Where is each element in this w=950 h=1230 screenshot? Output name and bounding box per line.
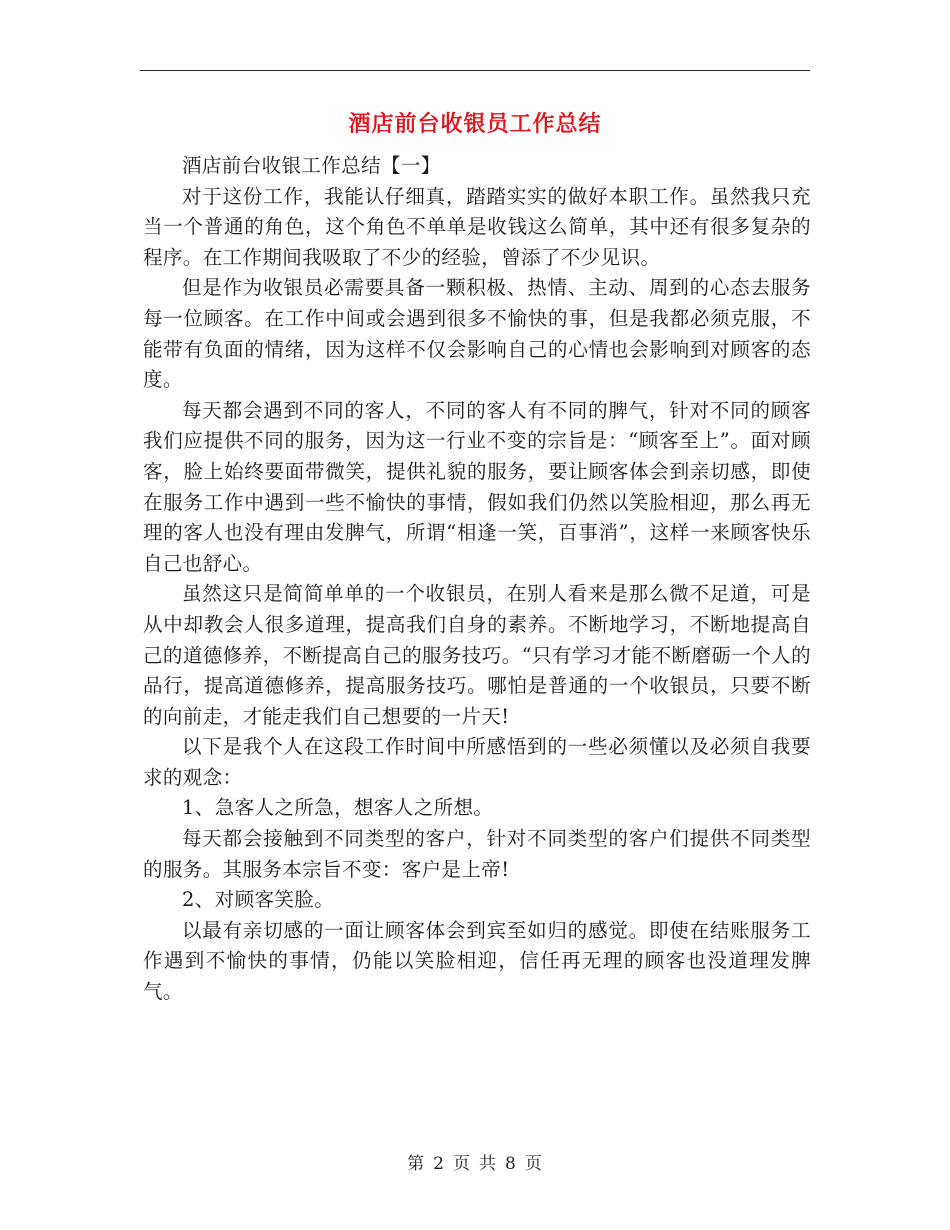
total-pages: 8 xyxy=(505,1154,517,1174)
header-rule xyxy=(140,70,810,71)
page-prefix: 第 xyxy=(407,1154,426,1174)
paragraph: 以下是我个人在这段工作时间中所感悟到的一些必须懂以及必须自我要求的观念： xyxy=(143,735,811,789)
page-unit: 页 xyxy=(453,1154,471,1174)
paragraph: 虽然这只是简简单单的一个收银员，在别人看来是那么微不足道，可是从中却教会人很多道理，提高我们自身的素养。不断地学习，不断地提高自己的道德修养，不断提高自己的服务技巧。“只有学习才能不断磨砺一个人的品行，提高道德修养，提高服务技巧。哪怕是普通的一个收银员，只要不断的向前走，才能走我们自己想要的一片天! xyxy=(143,582,811,728)
paragraph: 以最有亲切感的一面让顾客体会到宾至如归的感觉。即使在结账服务工作遇到不愉快的事情，仍能以笑脸相迎，信任再无理的顾客也没道理发脾气。 xyxy=(143,918,811,1004)
section-heading: 酒店前台收银工作总结【一】 xyxy=(182,154,441,177)
paragraph: 但是作为收银员必需要具备一颗积极、热情、主动、周到的心态去服务每一位顾客。在工作中间或会遇到很多不愉快的事，但是我都必须克服，不能带有负面的情绪，因为这样不仅会影响自己的心情也会影响到对顾客的态度。 xyxy=(143,276,811,392)
list-item-heading: 1、急客人之所急，想客人之所想。 xyxy=(182,796,494,820)
document-title: 酒店前台收银员工作总结 xyxy=(348,111,602,137)
page-footer xyxy=(0,1152,950,1176)
total-prefix: 共 xyxy=(479,1154,497,1174)
paragraph: 每天都会遇到不同的客人，不同的客人有不同的脾气，针对不同的顾客我们应提供不同的服务，因为这一行业不变的宗旨是：“顾客至上”。面对顾客，脸上始终要面带微笑，提供礼貌的服务，要让顾客体会到亲切感，即使在服务工作中遇到一些不愉快的事情，假如我们仍然以笑脸相迎，那么再无理的客人也没有理由发脾气，所谓“相逢一笑，百事消”，这样一来顾客快乐自己也舒心。 xyxy=(143,398,811,575)
paragraph: 对于这份工作，我能认仔细真，踏踏实实的做好本职工作。虽然我只充当一个普通的角色，这个角色不单单是收钱这么简单，其中还有很多复杂的程序。在工作期间我吸取了不少的经验，曾添了不少见识。 xyxy=(143,184,811,269)
list-item-heading: 2、对顾客笑脸。 xyxy=(182,888,335,912)
total-unit: 页 xyxy=(524,1154,543,1174)
document-body xyxy=(143,151,811,1008)
paragraph: 每天都会接触到不同类型的客户，针对不同类型的客户们提供不同类型的服务。其服务本宗旨不变：客户是上帝! xyxy=(143,827,811,881)
page-number: 2 xyxy=(433,1154,445,1174)
